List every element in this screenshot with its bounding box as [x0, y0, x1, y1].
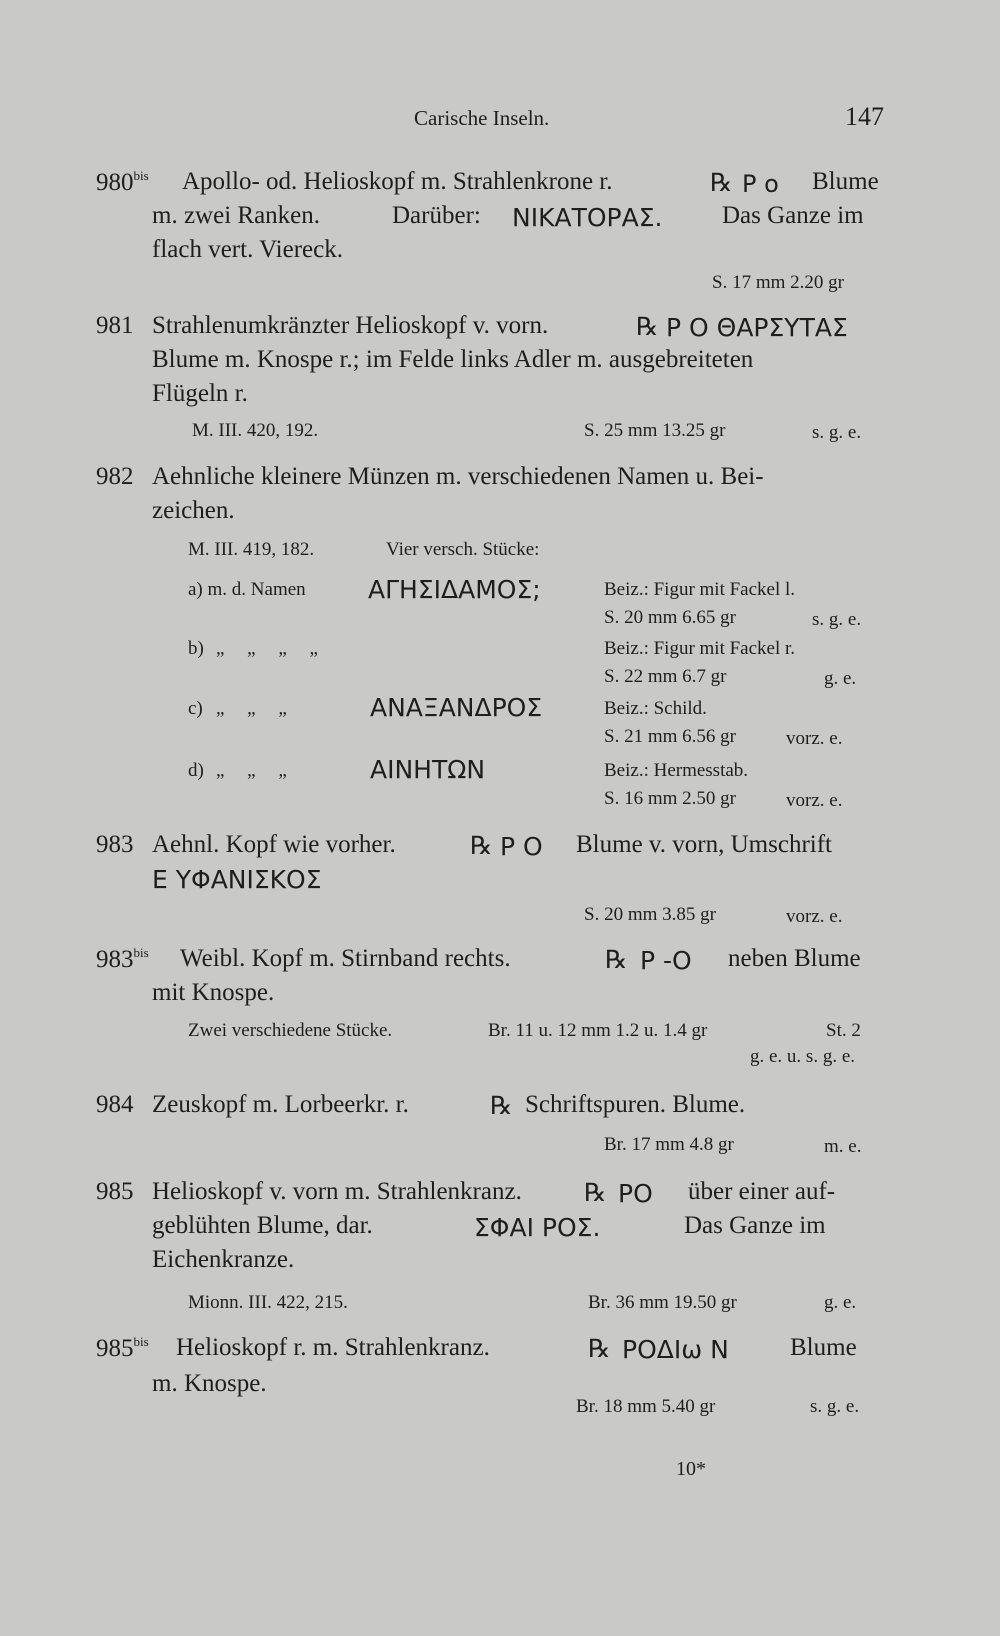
- entry-number: $985^{bis}$: [96, 1334, 149, 1362]
- running-title: Carische Inseln.: [414, 106, 550, 130]
- entry-text: Blume: [790, 1334, 857, 1361]
- entry-text: Das Ganze im: [722, 202, 864, 229]
- entry-text: Helioskopf r. m. Strahlenkranz.: [176, 1334, 490, 1361]
- grade: s. g. e.: [812, 422, 862, 443]
- coin-measure: Br. 18 mm 5.40 gr: [576, 1396, 716, 1417]
- coin-measure: S. 20 mm 6.65 gr: [604, 607, 736, 628]
- entry-text: Darüber:: [392, 202, 481, 229]
- entry-text: flach vert. Viereck.: [152, 236, 343, 263]
- greek-legend: ΡΟ: [618, 1179, 653, 1208]
- reverse-symbol: ℞: [710, 170, 733, 197]
- grade: St. 2: [826, 1020, 861, 1041]
- greek-legend: Ρ -Ο: [640, 946, 692, 975]
- variant-symbol: Beiz.: Hermesstab.: [604, 760, 749, 781]
- signature-mark: 10*: [676, 1458, 706, 1480]
- reverse-symbol: ℞: [470, 833, 493, 860]
- entry-text: Flügeln r.: [152, 380, 248, 407]
- entry-text: Aehnliche kleinere Münzen m. verschiedenen Namen u. Bei-: [152, 463, 764, 490]
- reference: Vier versch. Stücke:: [386, 539, 540, 560]
- entry-number: $983^{bis}$: [96, 945, 149, 973]
- coin-measure: Br. 11 u. 12 mm 1.2 u. 1.4 gr: [488, 1020, 708, 1041]
- entry-text: Blume m. Knospe r.; im Felde links Adler m. ausgebreiteten: [152, 346, 754, 373]
- entry-number: 982: [96, 463, 134, 490]
- reverse-symbol: ℞: [636, 314, 659, 341]
- entry-text: Blume: [812, 168, 879, 195]
- entry-number: $980^{bis}$: [96, 168, 149, 196]
- greek-legend: Ρ Ο: [500, 832, 543, 861]
- reference: M. III. 420, 192.: [192, 420, 319, 441]
- entry-text: m. Knospe.: [152, 1370, 267, 1397]
- reference: Mionn. III. 422, 215.: [188, 1292, 348, 1313]
- grade: vorz. e.: [786, 906, 843, 927]
- entry-number: 983: [96, 831, 134, 858]
- entry-number: 985: [96, 1178, 134, 1205]
- entry-text: Aehnl. Kopf wie vorher.: [152, 831, 396, 858]
- coin-measure: S. 20 mm 3.85 gr: [584, 904, 716, 925]
- entry-text: Strahlenumkränzter Helioskopf v. vorn.: [152, 312, 549, 339]
- variant-symbol: Beiz.: Figur mit Fackel r.: [604, 638, 796, 659]
- greek-legend: ΑΓΗΣΙΔΑΜΟΣ;: [368, 575, 541, 604]
- reverse-symbol: ℞: [584, 1180, 607, 1207]
- variant-symbol: Beiz.: Schild.: [604, 698, 707, 719]
- coin-measure: S. 17 mm 2.20 gr: [712, 272, 844, 293]
- reverse-symbol: ℞: [605, 947, 628, 974]
- grade: s. g. e.: [810, 1396, 860, 1417]
- coin-measure: Br. 36 mm 19.50 gr: [588, 1292, 737, 1313]
- entry-text: Das Ganze im: [684, 1212, 826, 1239]
- entry-number: 981: [96, 312, 134, 339]
- grade: vorz. e.: [786, 728, 843, 749]
- entry-text: neben Blume: [728, 945, 861, 972]
- reference: Zwei verschiedene Stücke.: [188, 1020, 393, 1041]
- entry-text: m. zwei Ranken.: [152, 202, 321, 229]
- reference: M. III. 419, 182.: [188, 539, 315, 560]
- coin-measure: S. 25 mm 13.25 gr: [584, 420, 726, 441]
- greek-legend: Ρ o: [742, 170, 779, 198]
- entry-text: Zeuskopf m. Lorbeerkr. r.: [152, 1091, 409, 1118]
- grade: m. e.: [824, 1136, 862, 1157]
- coin-measure: S. 22 mm 6.7 gr: [604, 666, 727, 687]
- ditto-marks: „ „ „ „: [216, 638, 318, 659]
- entry-text: geblühten Blume, dar.: [152, 1212, 373, 1239]
- variant-label: c): [188, 698, 203, 719]
- entry-text: mit Knospe.: [152, 979, 275, 1006]
- entry-text: zeichen.: [152, 497, 235, 524]
- reverse-symbol: ℞: [490, 1093, 513, 1120]
- grade: vorz. e.: [786, 790, 843, 811]
- page-number: 147: [845, 102, 884, 131]
- ditto-marks: „ „ „: [216, 698, 287, 719]
- greek-legend: ΡΟΔΙω Ν: [622, 1335, 729, 1364]
- entry-number: 984: [96, 1091, 134, 1118]
- reverse-symbol: ℞: [588, 1336, 611, 1363]
- greek-legend: ΣΦΑΙ ΡΟΣ.: [474, 1213, 601, 1242]
- coin-measure: S. 21 mm 6.56 gr: [604, 726, 736, 747]
- entry-text: über einer auf-: [688, 1178, 836, 1205]
- grade: s. g. e.: [812, 609, 862, 630]
- coin-measure: S. 16 mm 2.50 gr: [604, 788, 736, 809]
- greek-legend: ΑΙΝΗΤΩΝ: [370, 755, 486, 784]
- entry-text: Apollo- od. Helioskopf m. Strahlenkrone r.: [182, 168, 613, 195]
- grade: g. e.: [824, 1292, 857, 1313]
- grade: g. e. u. s. g. e.: [750, 1046, 856, 1067]
- grade: g. e.: [824, 668, 857, 689]
- greek-legend: ΑΝΑΞΑΝΔΡΟΣ: [370, 693, 543, 722]
- variant-label: d): [188, 760, 204, 781]
- entry-text: Blume v. vorn, Umschrift: [576, 831, 832, 858]
- variant-symbol: Beiz.: Figur mit Fackel l.: [604, 579, 796, 600]
- greek-legend: ΝΙΚΑΤΟΡΑΣ.: [512, 203, 663, 232]
- entry-text: Helioskopf v. vorn m. Strahlenkranz.: [152, 1178, 522, 1205]
- entry-text: Schriftspuren. Blume.: [525, 1091, 746, 1118]
- entry-text: Weibl. Kopf m. Stirnband rechts.: [180, 945, 511, 972]
- greek-legend: Ρ Ο ΘΑΡΣΥΤΑΣ: [666, 313, 848, 342]
- greek-legend: Ε ΥΦΑΝΙΣΚΟΣ: [152, 865, 322, 894]
- ditto-marks: „ „ „: [216, 760, 287, 781]
- coin-measure: Br. 17 mm 4.8 gr: [604, 1134, 734, 1155]
- entry-text: Eichenkranze.: [152, 1246, 295, 1273]
- variant-label: b): [188, 638, 204, 659]
- variant-label: a) m. d. Namen: [188, 579, 306, 600]
